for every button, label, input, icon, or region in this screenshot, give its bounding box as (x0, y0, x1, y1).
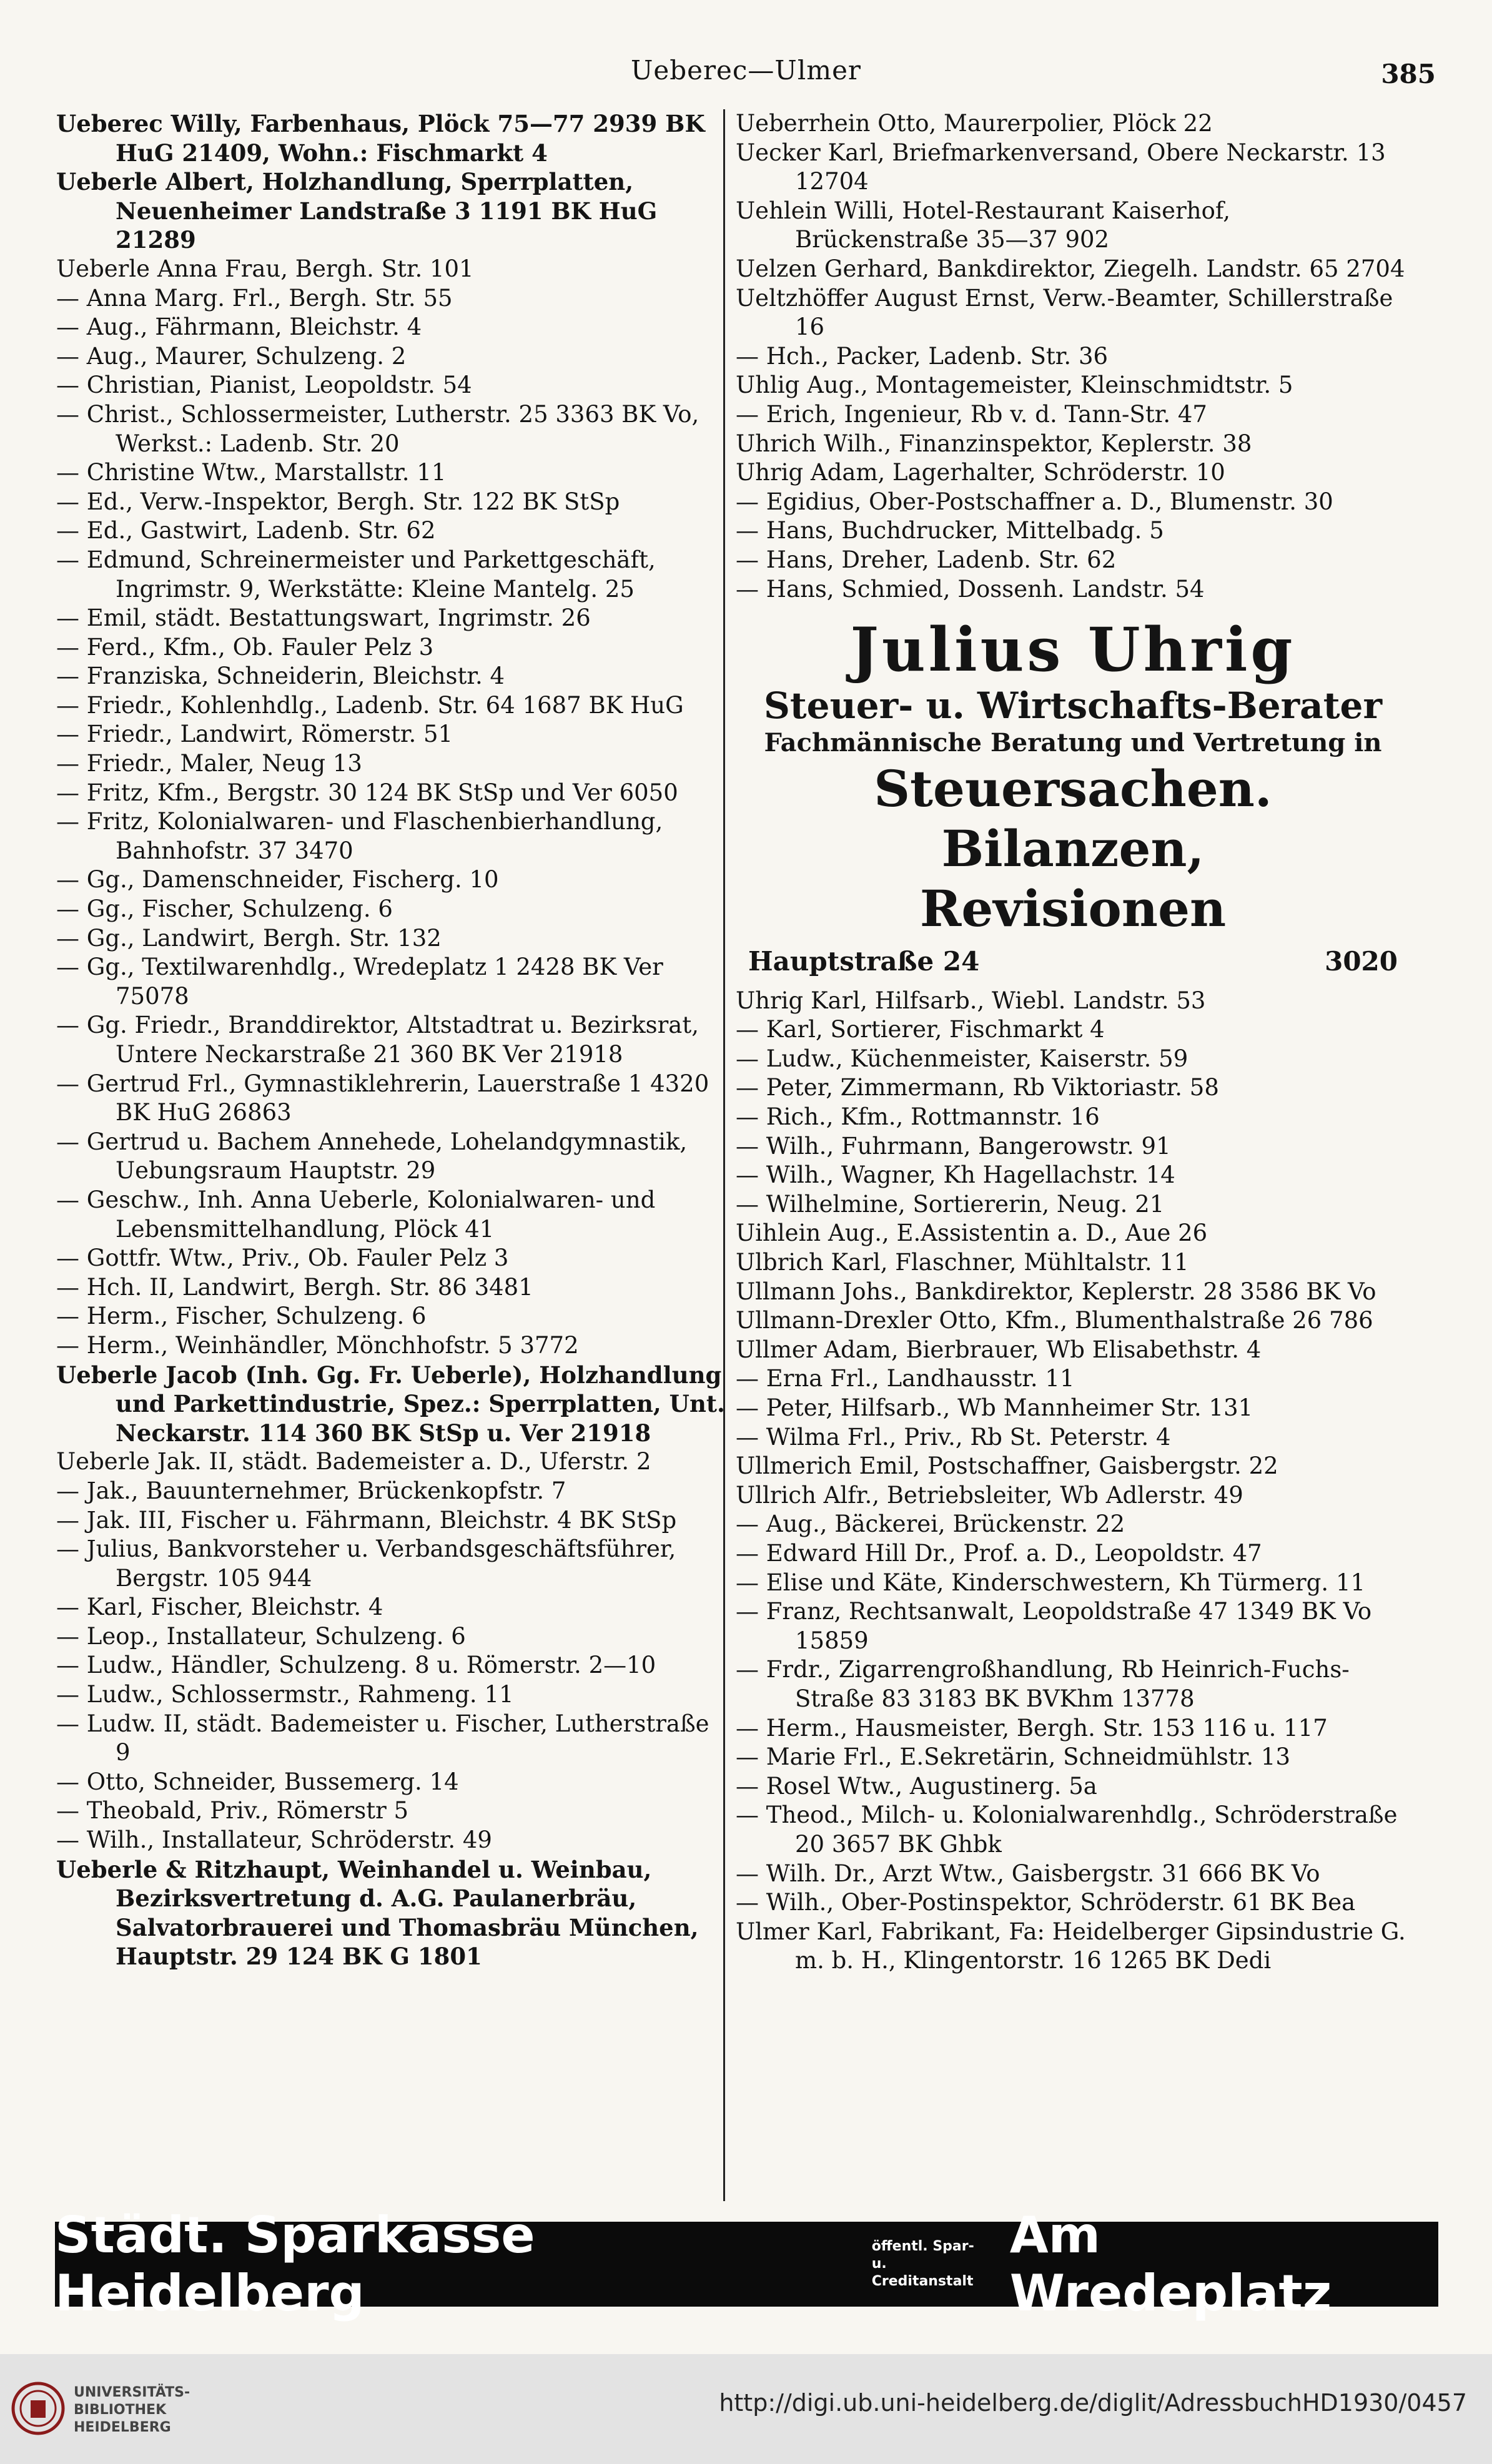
directory-entry: Ueberle Jak. II, städt. Bademeister a. D., Uferstr. 2 (56, 1448, 651, 1476)
directory-entry: — Rich., Kfm., Rottmannstr. 16 (736, 1103, 1100, 1131)
banner-left-text: Städt. Sparkasse Heidelberg (55, 2206, 535, 2322)
library-name (74, 2384, 190, 2437)
directory-entry: — Erich, Ingenieur, Rb v. d. Tann-Str. 47 (736, 400, 1207, 428)
directory-entry: — Aug., Maurer, Schulzeng. 2 (56, 342, 407, 370)
directory-entry: — Hch. II, Landwirt, Bergh. Str. 86 3481 (56, 1273, 533, 1301)
directory-entry: Ueberle Jacob (Inh. Gg. Fr. Ueberle), Holzhandlung und Parkettindustrie, Spez.: Sperrplatten, Unt. Neckarstr. 114 360 BK StSp u. Ver 21918 (56, 1361, 733, 1447)
directory-entry: — Jak. III, Fischer u. Fährmann, Bleichstr. 4 BK StSp (56, 1506, 677, 1534)
directory-entry: — Frdr., Zigarrengroßhandlung, Rb Heinrich-Fuchs-Straße 83 3183 BK BVKhm 13778 (736, 1656, 1350, 1712)
directory-entry: Ueberle Albert, Holzhandlung, Sperrplatten, Neuenheimer Landstraße 3 1191 BK HuG 21289 (56, 168, 666, 254)
right-column-bottom-entries (736, 987, 1413, 1976)
directory-entry: Uihlein Aug., E.Assistentin a. D., Aue 26 (736, 1220, 1208, 1247)
ad-line-3: Steuersachen. (874, 759, 1272, 819)
directory-entry: — Wilhelmine, Sortiererin, Neug. 21 (736, 1190, 1165, 1218)
directory-entry: — Theobald, Priv., Römerstr 5 (56, 1797, 409, 1825)
directory-entry: — Fritz, Kolonialwaren- und Flaschenbierhandlung, Bahnhofstr. 37 3470 (56, 808, 670, 864)
directory-entry: Ullmer Adam, Bierbrauer, Wb Elisabethstr. 4 (736, 1336, 1262, 1363)
directory-entry: — Fritz, Kfm., Bergstr. 30 124 BK StSp und Ver 6050 (56, 779, 678, 806)
source-url-link[interactable]: http://digi.ub.uni-heidelberg.de/diglit/AdressbuchHD1930/0457 (719, 2389, 1467, 2417)
banner-small-text (872, 2238, 994, 2290)
ad-name: Julius Uhrig (850, 614, 1296, 686)
directory-entry: — Edward Hill Dr., Prof. a. D., Leopoldstr. 47 (736, 1539, 1262, 1567)
directory-entry: — Wilh., Wagner, Kh Hagellachstr. 14 (736, 1161, 1175, 1189)
directory-entry: — Christ., Schlossermeister, Lutherstr. 25 3363 BK Vo, Werkst.: Ladenb. Str. 20 (56, 400, 707, 457)
directory-entry: — Karl, Fischer, Bleichstr. 4 (56, 1594, 383, 1621)
directory-entry: — Christine Wtw., Marstallstr. 11 (56, 459, 447, 486)
directory-entry: Ullmann Johs., Bankdirektor, Keplerstr. 28 3586 BK Vo (736, 1278, 1376, 1305)
ad-phone: 3020 (1325, 946, 1398, 977)
ad-line-1: Steuer- u. Wirtschafts-Berater (763, 684, 1383, 727)
directory-entry: — Friedr., Landwirt, Römerstr. 51 (56, 721, 453, 748)
directory-entry: — Julius, Bankvorsteher u. Verbandsgeschäftsführer, Bergstr. 105 944 (56, 1535, 684, 1592)
directory-entry: — Elise und Käte, Kinderschwestern, Kh Türmerg. 11 (736, 1569, 1366, 1596)
directory-entry: — Hch., Packer, Ladenb. Str. 36 (736, 342, 1109, 370)
directory-entry: — Herm., Hausmeister, Bergh. Str. 153 116 u. 117 (736, 1714, 1328, 1742)
directory-entry: Ueltzhöffer August Ernst, Verw.-Beamter, Schillerstraße 16 (736, 284, 1401, 341)
directory-entry: Ueberrhein Otto, Maurerpolier, Plöck 22 (736, 110, 1213, 137)
ad-line-5: Revisionen (919, 879, 1227, 939)
directory-entry: Uhlig Aug., Montagemeister, Kleinschmidtstr. 5 (736, 372, 1293, 399)
directory-entry: — Hans, Schmied, Dossenh. Landstr. 54 (736, 575, 1205, 603)
directory-entry: — Hans, Buchdrucker, Mittelbadg. 5 (736, 517, 1164, 545)
directory-entry: Ullmerich Emil, Postschaffner, Gaisbergstr. 22 (736, 1452, 1278, 1480)
directory-entry: — Wilh., Ober-Postinspektor, Schröderstr. 61 BK Bea (736, 1889, 1356, 1916)
right-column (736, 109, 1413, 1976)
directory-entry: Uhrig Adam, Lagerhalter, Schröderstr. 10 (736, 459, 1225, 486)
directory-entry: — Ed., Verw.-Inspektor, Bergh. Str. 122 BK StSp (56, 488, 620, 515)
directory-entry: Uehlein Willi, Hotel-Restaurant Kaiserhof, Brückenstraße 35—37 902 (736, 197, 1238, 254)
directory-entry: — Franz, Rechtsanwalt, Leopoldstraße 47 1349 BK Vo 15859 (736, 1598, 1379, 1654)
ad-address: Hauptstraße 24 (748, 946, 980, 977)
library-seal-icon (11, 2382, 65, 2435)
library-line-3: HEIDELBERG (74, 2420, 171, 2435)
directory-entry: — Gg. Friedr., Branddirektor, Altstadtrat u. Bezirksrat, Untere Neckarstraße 21 360 BK Ver 21918 (56, 1012, 706, 1068)
directory-entry: — Theod., Milch- u. Kolonialwarenhdlg., Schröderstraße 20 3657 BK Ghbk (736, 1801, 1405, 1858)
directory-entry: Uecker Karl, Briefmarkenversand, Obere Neckarstr. 13 12704 (736, 139, 1393, 195)
directory-entry: — Gg., Damenschneider, Fischerg. 10 (56, 866, 499, 894)
library-line-2: BIBLIOTHEK (74, 2402, 167, 2418)
directory-entry: — Wilma Frl., Priv., Rb St. Peterstr. 4 (736, 1423, 1171, 1451)
directory-entry: — Peter, Hilfsarb., Wb Mannheimer Str. 131 (736, 1394, 1253, 1421)
directory-entry: — Marie Frl., E.Sekretärin, Schneidmühlstr. 13 (736, 1743, 1290, 1771)
directory-entry: — Wilh. Dr., Arzt Wtw., Gaisbergstr. 31 666 BK Vo (736, 1860, 1320, 1887)
page-number: 385 (1381, 59, 1436, 89)
library-line-1: UNIVERSITÄTS- (74, 2385, 190, 2400)
directory-entry: — Otto, Schneider, Bussemerg. 14 (56, 1768, 459, 1795)
page-header (56, 55, 1436, 99)
directory-entry: — Gertrud Frl., Gymnastiklehrerin, Lauerstraße 1 4320 BK HuG 26863 (56, 1070, 717, 1126)
banner-right-text: Am Wredeplatz (1009, 2206, 1332, 2322)
ad-line-4: Bilanzen, (941, 819, 1205, 879)
directory-entry: — Ludw., Händler, Schulzeng. 8 u. Römerstr. 2—10 (56, 1652, 656, 1679)
directory-entry: Ullrich Alfr., Betriebsleiter, Wb Adlerstr. 49 (736, 1481, 1243, 1509)
page-title: Ueberec—Ulmer (630, 55, 862, 86)
directory-entry: — Gg., Textilwarenhdlg., Wredeplatz 1 2428 BK Ver 75078 (56, 954, 671, 1010)
directory-entry: Uelzen Gerhard, Bankdirektor, Ziegelh. Landstr. 65 2704 (736, 255, 1405, 282)
directory-entry: — Franziska, Schneiderin, Bleichstr. 4 (56, 663, 505, 690)
ad-footer (736, 947, 1410, 977)
directory-entry: — Ludw., Schlossermstr., Rahmeng. 11 (56, 1681, 514, 1708)
directory-entry: — Peter, Zimmermann, Rb Viktoriastr. 58 (736, 1074, 1219, 1101)
directory-entry: — Rosel Wtw., Augustinerg. 5a (736, 1772, 1097, 1800)
directory-entry: Ueberle Anna Frau, Bergh. Str. 101 (56, 255, 474, 282)
directory-entry: — Emil, städt. Bestattungswart, Ingrimstr. 26 (56, 604, 591, 632)
ad-line-2: Fachmännische Beratung und Vertretung in (764, 728, 1382, 758)
directory-entry: — Gg., Landwirt, Bergh. Str. 132 (56, 924, 442, 952)
banner-small-line-2: Creditanstalt (871, 2274, 974, 2289)
directory-entry: — Ferd., Kfm., Ob. Fauler Pelz 3 (56, 633, 434, 661)
directory-entry: — Herm., Weinhändler, Mönchhofstr. 5 3772 (56, 1331, 579, 1359)
directory-entry: Ullmann-Drexler Otto, Kfm., Blumenthalstraße 26 786 (736, 1307, 1373, 1334)
directory-entry: — Gertrud u. Bachem Annehede, Lohelandgymnastik, Uebungsraum Hauptstr. 29 (56, 1128, 694, 1185)
directory-entry: — Erna Frl., Landhausstr. 11 (736, 1365, 1075, 1392)
viewer-footer (0, 2354, 1492, 2464)
directory-entry: — Egidius, Ober-Postschaffner a. D., Blumenstr. 30 (736, 488, 1333, 515)
directory-entry: — Leop., Installateur, Schulzeng. 6 (56, 1622, 466, 1650)
directory-entry: — Aug., Fährmann, Bleichstr. 4 (56, 313, 422, 341)
banner-small-line-1: öffentl. Spar- u. (871, 2239, 974, 2272)
directory-entry: Ulmer Karl, Fabrikant, Fa: Heidelberger Gipsindustrie G. m. b. H., Klingentorstr. 16 1265 BK Dedi (736, 1918, 1413, 1974)
directory-entry: — Karl, Sortierer, Fischmarkt 4 (736, 1016, 1105, 1043)
directory-entry: Ueberec Willy, Farbenhaus, Plöck 75—77 2939 BK HuG 21409, Wohn.: Fischmarkt 4 (56, 110, 713, 167)
directory-entry: — Ed., Gastwirt, Ladenb. Str. 62 (56, 517, 436, 545)
directory-entry: Ulbrich Karl, Flaschner, Mühltalstr. 11 (736, 1249, 1189, 1276)
directory-entry: — Anna Marg. Frl., Bergh. Str. 55 (56, 284, 453, 312)
directory-entry: — Hans, Dreher, Ladenb. Str. 62 (736, 546, 1117, 573)
directory-entry: — Jak., Bauunternehmer, Brückenkopfstr. 7 (56, 1477, 566, 1504)
directory-entry: — Gg., Fischer, Schulzeng. 6 (56, 895, 393, 923)
directory-entry: — Friedr., Maler, Neug 13 (56, 750, 362, 777)
advertisement-julius-uhrig (736, 616, 1410, 977)
directory-entry: — Gottfr. Wtw., Priv., Ob. Fauler Pelz 3 (56, 1244, 509, 1272)
directory-entry: — Christian, Pianist, Leopoldstr. 54 (56, 372, 472, 399)
directory-entry: — Herm., Fischer, Schulzeng. 6 (56, 1303, 427, 1330)
directory-entry: — Wilh., Fuhrmann, Bangerowstr. 91 (736, 1132, 1171, 1160)
directory-entry: — Friedr., Kohlenhdlg., Ladenb. Str. 64 1687 BK HuG (56, 691, 684, 719)
sparkasse-banner (55, 2206, 1438, 2322)
directory-entry: Uhrig Karl, Hilfsarb., Wiebl. Landstr. 53 (736, 987, 1206, 1014)
directory-entry: — Edmund, Schreinermeister und Parkettgeschäft, Ingrimstr. 9, Werkstätte: Kleine Mantelg. 25 (56, 546, 663, 603)
directory-entry: — Geschw., Inh. Anna Ueberle, Kolonialwaren- und Lebensmittelhandlung, Plöck 41 (56, 1186, 663, 1243)
directory-entry: — Aug., Bäckerei, Brückenstr. 22 (736, 1510, 1125, 1538)
right-column-top-entries (736, 109, 1410, 604)
directory-entry: Ueberle & Ritzhaupt, Weinhandel u. Weinbau, Bezirksvertretung d. A.G. Paulanerbräu, Salvatorbrauerei und Thomasbräu München, Hauptstr. 29 124 BK G 1801 (56, 1855, 707, 1971)
directory-entry: — Ludw., Küchenmeister, Kaiserstr. 59 (736, 1045, 1188, 1072)
left-column (56, 109, 731, 1971)
directory-entry: — Wilh., Installateur, Schröderstr. 49 (56, 1826, 492, 1854)
directory-entry: Uhrich Wilh., Finanzinspektor, Keplerstr. 38 (736, 430, 1252, 457)
directory-entry: — Ludw. II, städt. Bademeister u. Fischer, Lutherstraße 9 (56, 1710, 717, 1767)
